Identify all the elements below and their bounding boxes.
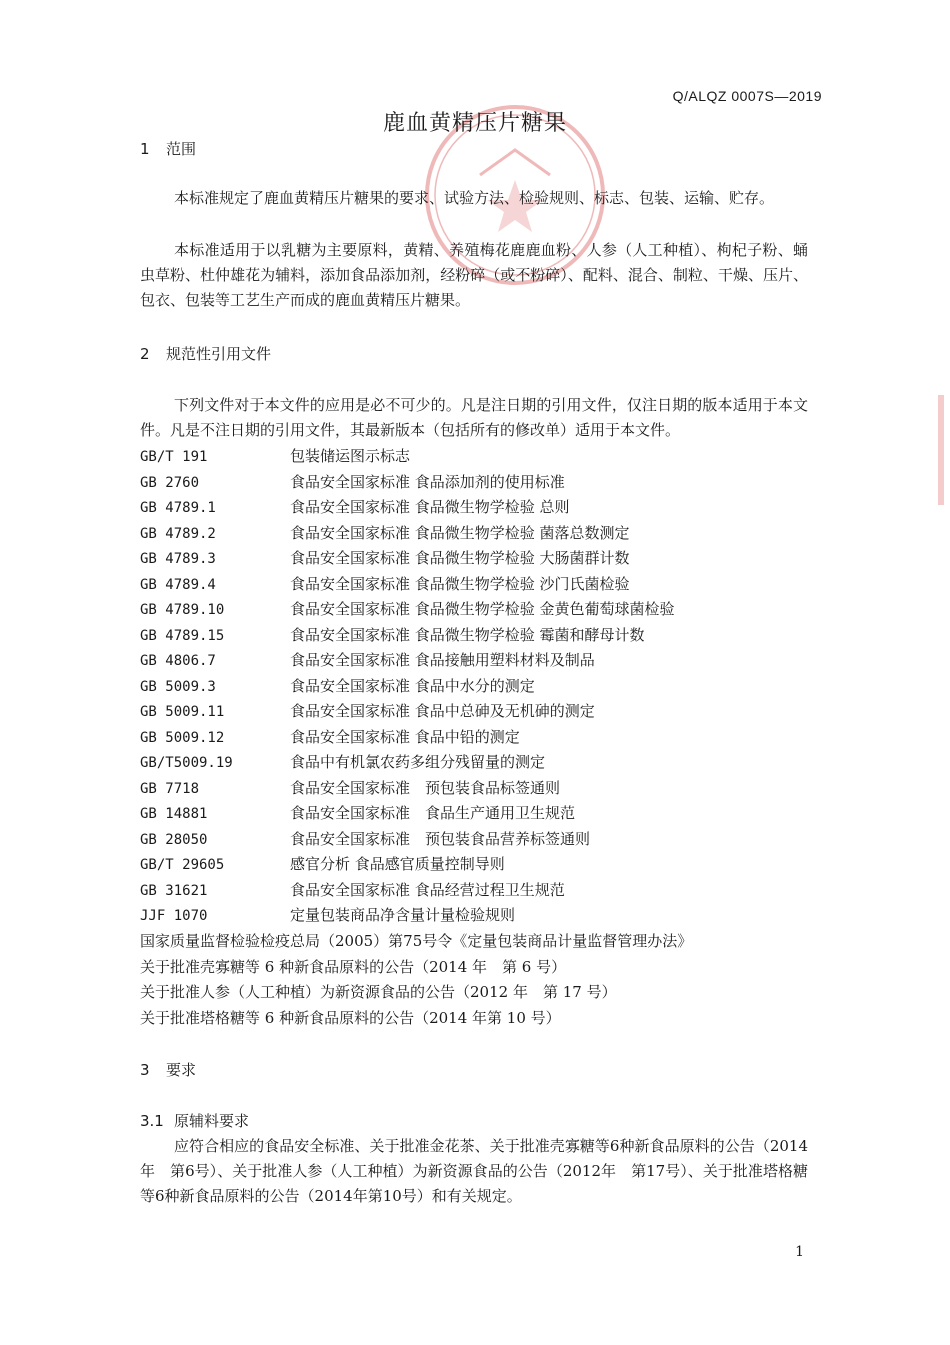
reference-code: GB 14881 xyxy=(140,806,208,822)
reference-title: 食品安全国家标准 食品微生物学检验 霉菌和酵母计数 xyxy=(290,625,645,644)
reference-row xyxy=(140,572,830,598)
section-number: 2 xyxy=(140,345,150,363)
reference-row xyxy=(140,674,830,700)
reference-code: GB 4789.1 xyxy=(140,500,216,516)
reference-code: GB 4789.10 xyxy=(140,602,225,618)
reference-row xyxy=(140,725,830,751)
reference-row xyxy=(140,750,830,776)
reference-title: 食品安全国家标准 预包装食品标签通则 xyxy=(290,778,561,797)
reference-row xyxy=(140,878,830,904)
reference-title: 食品安全国家标准 食品微生物学检验 沙门氏菌检验 xyxy=(290,574,630,593)
reference-title: 食品中有机氯农药多组分残留量的测定 xyxy=(290,753,546,771)
subsection-number: 3.1 xyxy=(140,1112,164,1130)
reference-row xyxy=(140,495,830,521)
section-3-1-paragraph: 应符合相应的食品安全标准、关于批准金花茶、关于批准壳寡糖等6种新食品原料的公告（2014年 第6号）、关于批准人参（人工种植）为新资源食品的公告（2012年 第17号）、关于批准塔格糖等6种新食品原料的公告（2014年第10号）和有关规定。 xyxy=(140,1137,808,1205)
reference-row xyxy=(140,648,830,674)
section-title: 规范性引用文件 xyxy=(166,345,272,363)
other-reference-row: 国家质量监督检验检疫总局（2005）第75号令《定量包装商品计量监督管理办法》 xyxy=(140,932,693,950)
reference-code: GB 4789.15 xyxy=(140,627,225,644)
reference-row xyxy=(140,521,830,547)
reference-code: GB 5009.12 xyxy=(140,729,225,746)
section-number: 1 xyxy=(140,140,150,158)
reference-code: GB/T 29605 xyxy=(140,857,225,873)
standard-code: Q/ALQZ 0007S—2019 xyxy=(672,88,822,104)
subsection-3-1-heading xyxy=(140,1110,249,1131)
reference-row xyxy=(140,852,830,878)
reference-code: GB 31621 xyxy=(140,882,208,899)
reference-title: 感官分析 食品感官质量控制导则 xyxy=(290,855,505,873)
reference-code: GB 28050 xyxy=(140,831,208,848)
page-number: 1 xyxy=(795,1244,804,1260)
reference-code: GB 2760 xyxy=(140,474,200,491)
reference-row xyxy=(140,699,830,725)
section-1-paragraph-1: 本标准规定了鹿血黄精压片糖果的要求、试验方法、检验规则、标志、包装、运输、贮存。 xyxy=(174,189,775,207)
reference-title: 食品安全国家标准 食品中总砷及无机砷的测定 xyxy=(290,702,595,720)
reference-title: 包装储运图示标志 xyxy=(290,447,411,465)
reference-code: GB 5009.11 xyxy=(140,704,225,720)
reference-code: JJF 1070 xyxy=(140,908,208,924)
reference-row xyxy=(140,546,830,572)
reference-row xyxy=(140,597,830,623)
other-reference-row: 关于批准塔格糖等 6 种新食品原料的公告（2014 年第 10 号） xyxy=(140,1008,561,1027)
reference-row xyxy=(140,903,830,929)
reference-code: GB 4789.3 xyxy=(140,551,216,567)
reference-code: GB 4789.2 xyxy=(140,525,216,542)
section-title: 要求 xyxy=(166,1061,197,1079)
section-title: 范围 xyxy=(166,140,197,158)
section-2-paragraph-1: 下列文件对于本文件的应用是必不可少的。凡是注日期的引用文件，仅注日期的版本适用于本文件。凡是不注日期的引用文件，其最新版本（包括所有的修改单）适用于本文件。 xyxy=(140,396,808,439)
reference-row xyxy=(140,623,830,649)
section-2-heading xyxy=(140,343,271,364)
reference-row xyxy=(140,444,830,470)
reference-title: 食品安全国家标准 食品微生物学检验 金黄色葡萄球菌检验 xyxy=(290,600,675,618)
reference-code: GB 4806.7 xyxy=(140,653,216,669)
document-title: 鹿血黄精压片糖果 xyxy=(382,111,567,136)
reference-code: GB 5009.3 xyxy=(140,678,216,695)
reference-title: 食品安全国家标准 食品中铅的测定 xyxy=(290,727,520,746)
reference-code: GB 7718 xyxy=(140,780,200,797)
other-reference-row: 关于批准人参（人工种植）为新资源食品的公告（2012 年 第 17 号） xyxy=(140,983,617,1001)
reference-title: 食品安全国家标准 食品接触用塑料材料及制品 xyxy=(290,651,595,669)
section-1-heading xyxy=(140,138,196,159)
reference-code: GB/T 191 xyxy=(140,449,208,465)
other-reference-list xyxy=(140,929,830,1031)
reference-code: GB 4789.4 xyxy=(140,576,216,593)
reference-row xyxy=(140,801,830,827)
reference-list xyxy=(140,444,830,929)
reference-code: GB/T5009.19 xyxy=(140,755,233,771)
section-number: 3 xyxy=(140,1061,150,1079)
reference-title: 食品安全国家标准 食品微生物学检验 大肠菌群计数 xyxy=(290,549,630,567)
section-1-paragraph-2: 本标准适用于以乳糖为主要原料，黄精、养殖梅花鹿鹿血粉、人参（人工种植）、枸杞子粉、蛹虫草粉、杜仲雄花为辅料，添加食品添加剂，经粉碎（或不粉碎）、配料、混合、制粒、干燥、压片、包衣、包装等工艺生产而成的鹿血黄精压片糖果。 xyxy=(140,241,808,309)
reference-title: 食品安全国家标准 食品微生物学检验 总则 xyxy=(290,498,570,516)
reference-title: 食品安全国家标准 食品添加剂的使用标准 xyxy=(290,472,565,491)
reference-title: 食品安全国家标准 食品经营过程卫生规范 xyxy=(290,880,565,899)
reference-title: 食品安全国家标准 食品中水分的测定 xyxy=(290,676,535,695)
section-3-heading xyxy=(140,1059,196,1080)
reference-title: 食品安全国家标准 食品生产通用卫生规范 xyxy=(290,804,576,822)
reference-title: 食品安全国家标准 预包装食品营养标签通则 xyxy=(290,829,591,848)
reference-row xyxy=(140,827,830,853)
reference-row xyxy=(140,776,830,802)
reference-title: 定量包装商品净含量计量检验规则 xyxy=(290,906,516,924)
other-reference-row: 关于批准壳寡糖等 6 种新食品原料的公告（2014 年 第 6 号） xyxy=(140,957,567,976)
edge-stamp-mark xyxy=(936,395,946,505)
reference-title: 食品安全国家标准 食品微生物学检验 菌落总数测定 xyxy=(290,523,630,542)
reference-row xyxy=(140,470,830,496)
subsection-title: 原辅料要求 xyxy=(174,1112,250,1130)
